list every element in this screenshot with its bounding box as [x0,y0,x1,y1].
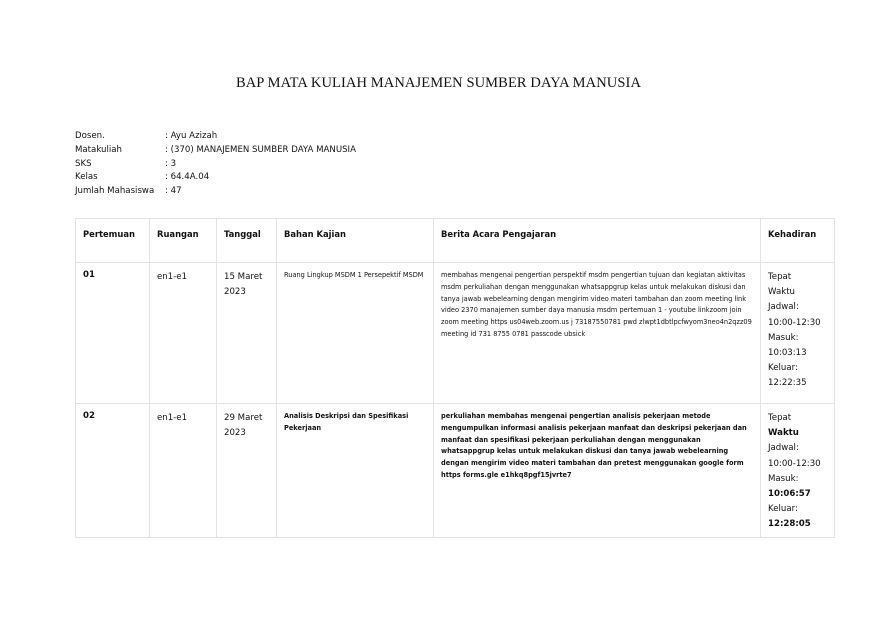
cell-tanggal: 29 Maret 2023 [217,404,277,538]
info-value: : Ayu Azizah [165,131,218,141]
attendance-table [75,218,835,538]
header-ruangan: Ruangan [150,219,217,263]
document-title: BAP MATA KULIAH MANAJEMEN SUMBER DAYA MANUSIA [235,75,642,91]
info-value: : 47 [165,186,182,197]
info-value: : 3 [165,158,177,169]
info-row-kelas [75,171,356,185]
kehadiran-line: 12:22:35 [768,378,807,389]
cell-berita-acara: membahas mengenai pengertian perspektif msdm pengertian tujuan dan kegiatan aktivitas msdm perkuliahan dengan menggunakan whatsappgrup kelas untuk melakukan diskusi dan tanya jawab webelearning dengan mengirim video materi tambahan dan zoom meeting link video 2370 manajemen sumber daya manusia msdm pertemuan 1 - youtube linkzoom join zoom meeting https us04web.zoom.us j 73187550781 pwd zlwpt1dbtlpcfwyom3neo4n2qzz09 meeting id 731 8755 0781 passcode ubsick [434,263,761,404]
info-value: : 64.4A.04 [165,172,210,183]
header-berita-acara: Berita Acara Pengajaran [434,219,761,263]
kehadiran-line: Masuk: [768,473,799,484]
table-row [76,263,835,404]
kehadiran-line: Tepat [768,413,792,423]
kehadiran-line: Tepat [768,272,792,282]
kehadiran-line: Jadwal: [768,443,799,454]
info-label: Kelas [75,172,98,183]
cell-tanggal: 15 Maret 2023 [217,263,277,404]
info-label: Dosen. [75,131,105,141]
kehadiran-line: Waktu [768,287,796,298]
kehadiran-line: 12:28:05 [768,519,811,530]
cell-pertemuan: 02 [76,404,150,538]
kehadiran-line: Waktu [768,428,799,439]
header-tanggal: Tanggal [217,219,277,263]
cell-kehadiran [761,263,835,404]
cell-bahan-kajian: Ruang Lingkup MSDM 1 Persepektif MSDM [277,263,434,404]
cell-bahan-kajian: Analisis Deskripsi dan Spesifikasi Pekerjaan [277,404,434,538]
table-header-row [76,219,835,263]
info-row-jumlah-mahasiswa [75,185,356,199]
cell-ruangan: en1-e1 [150,263,217,404]
info-label: Matakuliah [75,144,122,155]
kehadiran-line: Jadwal: [768,302,799,313]
course-info [75,130,356,199]
header-bahan-kajian: Bahan Kajian [277,219,434,263]
info-value: : (370) MANAJEMEN SUMBER DAYA MANUSIA [165,144,356,155]
kehadiran-line: 10:06:57 [768,489,811,500]
kehadiran-line: Keluar: [768,504,798,515]
cell-berita-acara: perkuliahan membahas mengenai pengertian analisis pekerjaan metode mengumpulkan informasi analisis pekerjaan manfaat dan deskripsi pekerjaan dan manfaat dan spesifikasi pekerjaan perkuliahan dengan menggunakan whatsappgrup kelas untuk melakukan diskusi dan tanya jawab webelearning dengan mengirim video materi tambahan dan pretest menggunakan google form https forms.gle e1hkq8pgf15jvrte7 [434,404,761,538]
cell-pertemuan: 01 [76,263,150,404]
header-pertemuan: Pertemuan [76,219,150,263]
kehadiran-line: 10:00-12:30 [768,317,821,328]
cell-kehadiran [761,404,835,538]
kehadiran-line: Masuk: [768,332,799,343]
table-row [76,404,835,538]
info-row-sks [75,158,356,172]
kehadiran-line: 10:03:13 [768,348,807,359]
kehadiran-line: 10:00-12:30 [768,458,821,469]
info-label: SKS [75,158,92,169]
info-label: Jumlah Mahasiswa [75,186,155,197]
info-row-dosen [75,130,356,144]
cell-ruangan: en1-e1 [150,404,217,538]
info-row-matakuliah [75,144,356,158]
header-kehadiran: Kehadiran [761,219,835,263]
kehadiran-line: Keluar: [768,363,798,374]
